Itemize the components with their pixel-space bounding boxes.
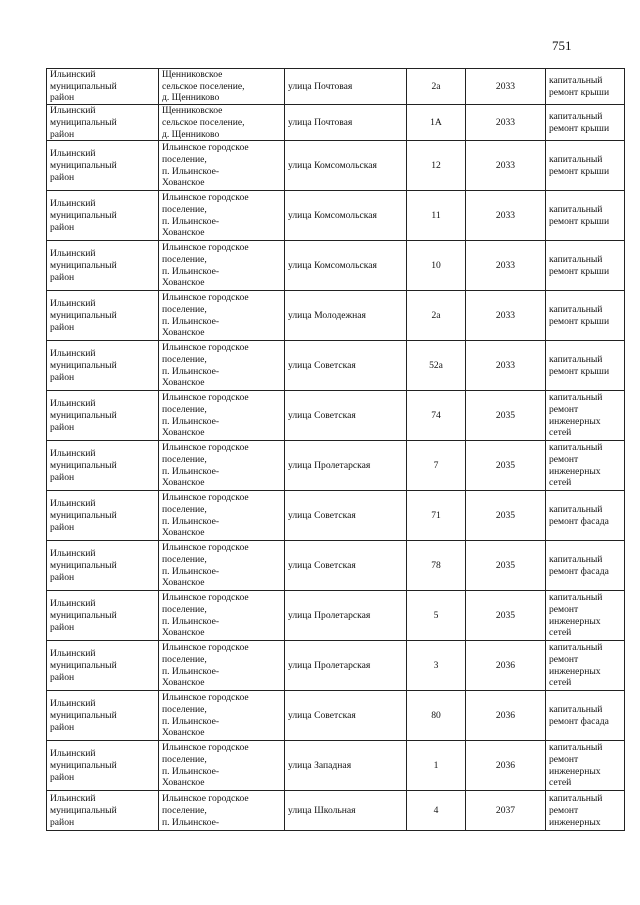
street-cell: [285, 791, 407, 831]
settlement-text: Ильинское городское поселение, п. Ильинское- Хованское: [162, 442, 249, 489]
street-text: улица Советская: [288, 509, 356, 521]
work-type-text: капитальный ремонт фасада: [549, 554, 609, 577]
table-row: [47, 541, 625, 591]
house-text: 2а: [431, 80, 441, 92]
work-type-text: капитальный ремонт крыши: [549, 254, 610, 277]
settlement-text: Ильинское городское поселение, п. Ильинское- Хованское: [162, 642, 249, 689]
house-text: 1А: [430, 116, 442, 128]
house-cell: [407, 69, 466, 105]
street-text: улица Почтовая: [288, 80, 353, 92]
district-cell: [47, 641, 159, 691]
year-cell: [466, 741, 546, 791]
street-text: улица Комсомольская: [288, 209, 377, 221]
street-cell: [285, 341, 407, 391]
district-cell: [47, 341, 159, 391]
work-type-cell: [546, 541, 625, 591]
table-row: [47, 441, 625, 491]
district-cell: [47, 191, 159, 241]
settlement-cell: [159, 69, 285, 105]
district-text: Ильинский муниципальный район: [50, 198, 117, 233]
district-text: Ильинский муниципальный район: [50, 498, 117, 533]
house-text: 11: [431, 209, 441, 221]
house-text: 52а: [429, 359, 443, 371]
street-text: улица Советская: [288, 409, 356, 421]
work-type-cell: [546, 291, 625, 341]
house-cell: [407, 291, 466, 341]
year-cell: [466, 391, 546, 441]
street-text: улица Школьная: [288, 804, 356, 816]
house-cell: [407, 491, 466, 541]
house-cell: [407, 641, 466, 691]
street-cell: [285, 291, 407, 341]
settlement-text: Ильинское городское поселение, п. Ильинское- Хованское: [162, 242, 249, 289]
house-text: 4: [433, 804, 439, 816]
settlement-cell: [159, 341, 285, 391]
year-cell: [466, 691, 546, 741]
settlement-cell: [159, 391, 285, 441]
work-type-text: капитальный ремонт инженерных сетей: [549, 392, 603, 439]
work-type-text: капитальный ремонт инженерных сетей: [549, 442, 603, 489]
street-cell: [285, 641, 407, 691]
street-text: улица Пролетарская: [288, 659, 371, 671]
year-text: 2036: [495, 759, 516, 771]
house-cell: [407, 341, 466, 391]
district-text: Ильинский муниципальный район: [50, 105, 117, 140]
district-cell: [47, 391, 159, 441]
year-text: 2033: [495, 359, 516, 371]
work-type-cell: [546, 591, 625, 641]
year-cell: [466, 491, 546, 541]
house-text: 7: [433, 459, 439, 471]
work-type-cell: [546, 491, 625, 541]
settlement-text: Ильинское городское поселение, п. Ильинское- Хованское: [162, 192, 249, 239]
district-cell: [47, 741, 159, 791]
table-row: [47, 341, 625, 391]
settlement-cell: [159, 591, 285, 641]
street-cell: [285, 241, 407, 291]
table-row: [47, 791, 625, 831]
year-text: 2035: [495, 509, 516, 521]
settlement-cell: [159, 441, 285, 491]
table-row: [47, 191, 625, 241]
table-body: [47, 69, 625, 831]
street-text: улица Советская: [288, 709, 356, 721]
year-cell: [466, 191, 546, 241]
house-text: 2а: [431, 309, 441, 321]
district-text: Ильинский муниципальный район: [50, 348, 117, 383]
work-type-cell: [546, 641, 625, 691]
district-text: Ильинский муниципальный район: [50, 748, 117, 783]
settlement-text: Щенниковское сельское поселение, д. Щенниково: [162, 69, 245, 104]
street-cell: [285, 541, 407, 591]
year-text: 2033: [495, 116, 516, 128]
district-cell: [47, 69, 159, 105]
year-cell: [466, 641, 546, 691]
work-type-cell: [546, 105, 625, 141]
settlement-text: Ильинское городское поселение, п. Ильинское- Хованское: [162, 142, 249, 189]
table-row: [47, 641, 625, 691]
year-text: 2037: [495, 804, 516, 816]
street-text: улица Комсомольская: [288, 159, 377, 171]
house-cell: [407, 591, 466, 641]
settlement-text: Ильинское городское поселение, п. Ильинское- Хованское: [162, 692, 249, 739]
house-text: 74: [431, 409, 441, 421]
house-cell: [407, 105, 466, 141]
settlement-cell: [159, 641, 285, 691]
district-cell: [47, 141, 159, 191]
house-text: 80: [431, 709, 441, 721]
street-text: улица Советская: [288, 359, 356, 371]
house-text: 3: [433, 659, 439, 671]
year-cell: [466, 441, 546, 491]
street-cell: [285, 441, 407, 491]
year-text: 2036: [495, 659, 516, 671]
year-cell: [466, 591, 546, 641]
settlement-cell: [159, 491, 285, 541]
district-cell: [47, 791, 159, 831]
street-cell: [285, 491, 407, 541]
district-text: Ильинский муниципальный район: [50, 69, 117, 104]
settlement-cell: [159, 191, 285, 241]
house-cell: [407, 441, 466, 491]
settlement-text: Ильинское городское поселение, п. Ильинское- Хованское: [162, 542, 249, 589]
street-text: улица Молодежная: [288, 309, 366, 321]
district-cell: [47, 105, 159, 141]
year-cell: [466, 241, 546, 291]
street-text: улица Советская: [288, 559, 356, 571]
work-type-cell: [546, 791, 625, 831]
house-cell: [407, 541, 466, 591]
year-cell: [466, 105, 546, 141]
table-row: [47, 491, 625, 541]
house-cell: [407, 191, 466, 241]
street-text: улица Комсомольская: [288, 259, 377, 271]
work-type-cell: [546, 741, 625, 791]
table-row: [47, 691, 625, 741]
district-text: Ильинский муниципальный район: [50, 648, 117, 683]
year-cell: [466, 69, 546, 105]
year-text: 2033: [495, 209, 516, 221]
settlement-text: Ильинское городское поселение, п. Ильинское-: [162, 793, 249, 828]
settlement-text: Ильинское городское поселение, п. Ильинское- Хованское: [162, 342, 249, 389]
district-cell: [47, 291, 159, 341]
district-cell: [47, 591, 159, 641]
work-type-cell: [546, 69, 625, 105]
work-type-text: капитальный ремонт крыши: [549, 354, 610, 377]
work-type-cell: [546, 141, 625, 191]
street-cell: [285, 191, 407, 241]
street-cell: [285, 391, 407, 441]
settlement-cell: [159, 141, 285, 191]
district-text: Ильинский муниципальный район: [50, 793, 117, 828]
district-text: Ильинский муниципальный район: [50, 248, 117, 283]
table-row: [47, 241, 625, 291]
settlement-text: Ильинское городское поселение, п. Ильинское- Хованское: [162, 392, 249, 439]
district-text: Ильинский муниципальный район: [50, 598, 117, 633]
street-cell: [285, 105, 407, 141]
district-cell: [47, 541, 159, 591]
work-type-cell: [546, 341, 625, 391]
year-cell: [466, 291, 546, 341]
year-cell: [466, 541, 546, 591]
year-text: 2033: [495, 159, 516, 171]
table-row: [47, 141, 625, 191]
street-text: улица Западная: [288, 759, 352, 771]
house-cell: [407, 791, 466, 831]
work-type-cell: [546, 191, 625, 241]
street-cell: [285, 69, 407, 105]
work-type-text: капитальный ремонт крыши: [549, 74, 610, 98]
settlement-text: Ильинское городское поселение, п. Ильинское- Хованское: [162, 292, 249, 339]
work-type-text: капитальный ремонт крыши: [549, 304, 610, 327]
settlement-text: Ильинское городское поселение, п. Ильинское- Хованское: [162, 492, 249, 539]
work-type-cell: [546, 691, 625, 741]
settlement-cell: [159, 241, 285, 291]
year-text: 2035: [495, 459, 516, 471]
work-type-text: капитальный ремонт фасада: [549, 704, 609, 727]
work-type-cell: [546, 441, 625, 491]
table-row: [47, 69, 625, 105]
year-cell: [466, 791, 546, 831]
work-type-cell: [546, 241, 625, 291]
work-type-text: капитальный ремонт крыши: [549, 110, 610, 134]
settlement-cell: [159, 105, 285, 141]
house-cell: [407, 241, 466, 291]
house-cell: [407, 141, 466, 191]
table-row: [47, 105, 625, 141]
district-text: Ильинский муниципальный район: [50, 698, 117, 733]
street-cell: [285, 741, 407, 791]
repair-schedule-table: [46, 68, 625, 831]
year-cell: [466, 341, 546, 391]
district-cell: [47, 491, 159, 541]
table-row: [47, 391, 625, 441]
house-text: 1: [433, 759, 439, 771]
district-text: Ильинский муниципальный район: [50, 548, 117, 583]
house-text: 71: [431, 509, 441, 521]
year-text: 2033: [495, 309, 516, 321]
street-cell: [285, 591, 407, 641]
page-number: 751: [552, 38, 572, 53]
house-text: 10: [431, 259, 441, 271]
settlement-text: Ильинское городское поселение, п. Ильинское- Хованское: [162, 592, 249, 639]
district-text: Ильинский муниципальный район: [50, 398, 117, 433]
house-cell: [407, 741, 466, 791]
settlement-cell: [159, 541, 285, 591]
district-cell: [47, 241, 159, 291]
street-text: улица Почтовая: [288, 116, 353, 128]
work-type-text: капитальный ремонт фасада: [549, 504, 609, 527]
settlement-cell: [159, 291, 285, 341]
house-cell: [407, 691, 466, 741]
work-type-text: капитальный ремонт инженерных сетей: [549, 642, 603, 689]
table-row: [47, 591, 625, 641]
house-text: 12: [431, 159, 441, 171]
year-cell: [466, 141, 546, 191]
work-type-text: капитальный ремонт крыши: [549, 204, 610, 227]
year-text: 2035: [495, 609, 516, 621]
settlement-cell: [159, 691, 285, 741]
year-text: 2036: [495, 709, 516, 721]
district-text: Ильинский муниципальный район: [50, 148, 117, 183]
work-type-text: капитальный ремонт инженерных сетей: [549, 592, 603, 639]
settlement-text: Ильинское городское поселение, п. Ильинское- Хованское: [162, 742, 249, 789]
street-text: улица Пролетарская: [288, 609, 371, 621]
district-text: Ильинский муниципальный район: [50, 298, 117, 333]
house-cell: [407, 391, 466, 441]
year-text: 2033: [495, 259, 516, 271]
district-cell: [47, 691, 159, 741]
table-row: [47, 741, 625, 791]
work-type-text: капитальный ремонт инженерных сетей: [549, 742, 603, 789]
house-text: 78: [431, 559, 441, 571]
house-text: 5: [433, 609, 439, 621]
work-type-cell: [546, 391, 625, 441]
work-type-text: капитальный ремонт инженерных: [549, 793, 603, 828]
year-text: 2033: [495, 80, 516, 92]
settlement-cell: [159, 741, 285, 791]
settlement-cell: [159, 791, 285, 831]
street-text: улица Пролетарская: [288, 459, 371, 471]
work-type-text: капитальный ремонт крыши: [549, 154, 610, 177]
year-text: 2035: [495, 559, 516, 571]
district-cell: [47, 441, 159, 491]
district-text: Ильинский муниципальный район: [50, 448, 117, 483]
settlement-text: Щенниковское сельское поселение, д. Щенниково: [162, 105, 245, 140]
year-text: 2035: [495, 409, 516, 421]
table-row: [47, 291, 625, 341]
street-cell: [285, 141, 407, 191]
street-cell: [285, 691, 407, 741]
